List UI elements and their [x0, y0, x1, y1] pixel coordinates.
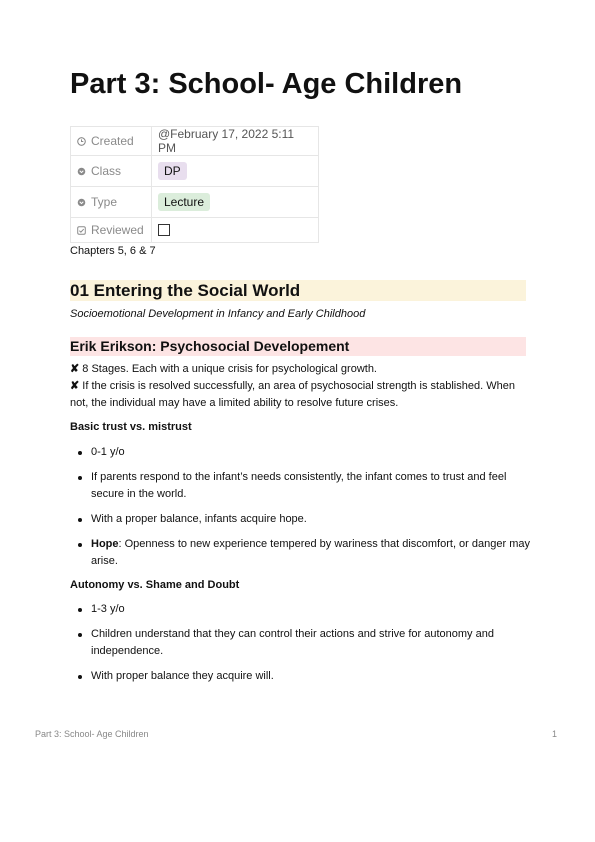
select-icon: [77, 198, 86, 207]
checkbox-icon: [77, 226, 86, 235]
type-tag[interactable]: Lecture: [158, 193, 210, 211]
list-item: 0-1 y/o: [70, 444, 530, 461]
section-heading-erikson: Erik Erikson: Psychosocial Developement: [70, 337, 526, 356]
property-key: Type: [91, 195, 118, 209]
footer-title: Part 3: School- Age Children: [35, 729, 149, 739]
property-row-class: [71, 156, 319, 187]
property-key: Created: [91, 134, 134, 148]
cross-mark-icon: ✘: [70, 380, 80, 392]
page-number: 1: [552, 729, 558, 739]
subheading-trust: Basic trust vs. mistrust: [70, 421, 192, 433]
cross-mark-icon: ✘: [70, 363, 80, 375]
subheading-autonomy: Autonomy vs. Shame and Doubt: [70, 579, 240, 591]
property-key: Reviewed: [91, 223, 144, 237]
list-item: With proper balance they acquire will.: [70, 668, 530, 685]
property-row-type: [71, 187, 319, 218]
property-row-reviewed: [71, 218, 319, 243]
properties-table: [70, 126, 319, 243]
trust-list: [70, 444, 530, 578]
list-item: 1-3 y/o: [70, 601, 530, 618]
property-key: Class: [91, 164, 122, 178]
list-item: With a proper balance, infants acquire hope.: [70, 511, 530, 528]
list-item: Children understand that they can control their actions and strive for autonomy and independence.: [70, 626, 530, 660]
created-value[interactable]: @February 17, 2022 5:11 PM: [152, 127, 319, 156]
list-item: Hope: Openness to new experience tempered by wariness that discomfort, or danger may arise.: [70, 536, 530, 570]
select-icon: [77, 167, 86, 176]
page-title: Part 3: School- Age Children: [70, 68, 463, 100]
stages-paragraph: ✘ 8 Stages. Each with a unique crisis for psychological growth. ✘ If the crisis is resolved successfully, an area of psychosocial strength is stablished. When not, the individual may have a limited ability to resolve future crises.: [70, 363, 515, 409]
reviewed-checkbox[interactable]: [158, 224, 170, 236]
section-subtitle: Socioemotional Development in Infancy and Early Childhood: [70, 308, 366, 320]
section-heading-social-world: 01 Entering the Social World: [70, 280, 526, 301]
clock-icon: [77, 137, 86, 146]
hope-term: Hope: [91, 538, 119, 550]
class-tag[interactable]: DP: [158, 162, 187, 180]
chapters-text: Chapters 5, 6 & 7: [70, 245, 156, 257]
property-row-created: [71, 127, 319, 156]
list-item: If parents respond to the infant’s needs consistently, the infant comes to trust and feel secure in the world.: [70, 469, 530, 503]
autonomy-list: [70, 601, 530, 693]
